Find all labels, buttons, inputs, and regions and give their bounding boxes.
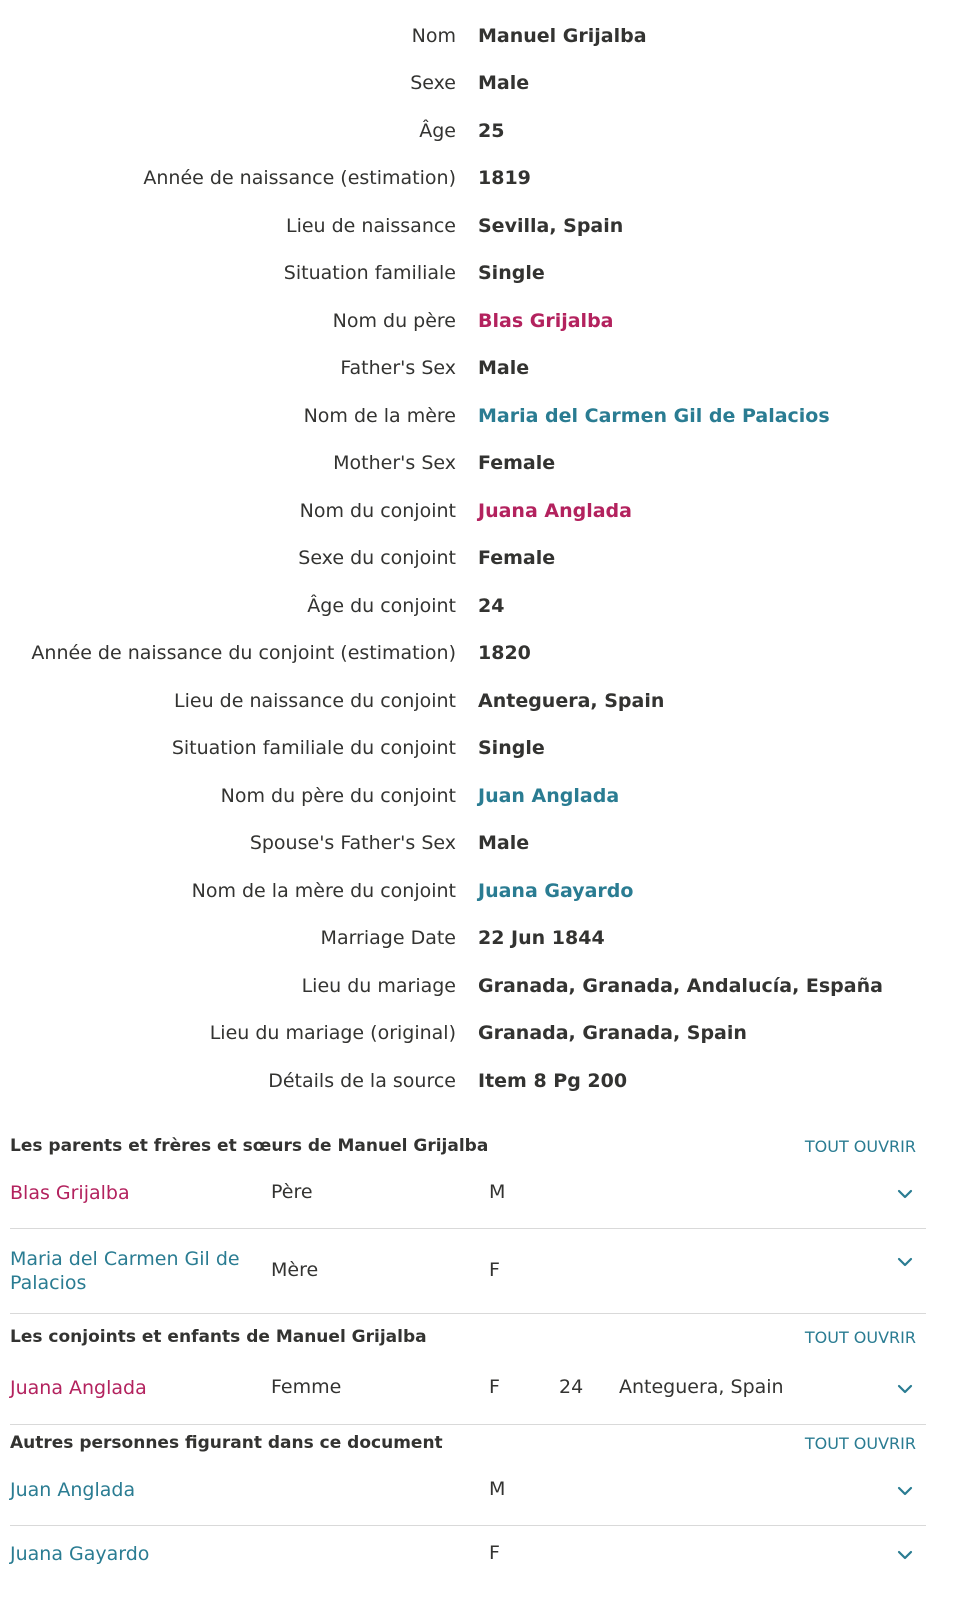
fact-value: Single bbox=[478, 262, 545, 285]
person-list bbox=[10, 1462, 926, 1586]
fact-value: 25 bbox=[478, 119, 505, 142]
person-sex: F bbox=[489, 1376, 500, 1398]
fact-label: Âge du conjoint bbox=[307, 594, 456, 617]
fact-label: Spouse's Father's Sex bbox=[249, 832, 456, 855]
fact-label: Lieu de naissance bbox=[285, 214, 456, 237]
person-sex: M bbox=[489, 1181, 506, 1203]
fact-value-link[interactable]: Blas Grijalba bbox=[478, 309, 614, 332]
fact-value: Anteguera, Spain bbox=[478, 689, 665, 712]
chevron-down-icon[interactable] bbox=[896, 1482, 914, 1500]
section-title: Les parents et frères et sœurs de Manuel Grijalba bbox=[10, 1136, 489, 1156]
fact-label: Father's Sex bbox=[340, 357, 456, 380]
fact-label: Lieu de naissance du conjoint bbox=[174, 689, 456, 712]
open-all-button[interactable]: TOUT OUVRIR bbox=[804, 1136, 916, 1156]
fact-row bbox=[0, 155, 957, 203]
fact-label: Nom bbox=[411, 24, 456, 47]
person-age: 24 bbox=[559, 1376, 584, 1398]
fact-value: Granada, Granada, Spain bbox=[478, 1022, 747, 1045]
fact-row bbox=[0, 297, 957, 345]
chevron-down-icon[interactable] bbox=[896, 1380, 914, 1398]
section-title: Les conjoints et enfants de Manuel Grijalba bbox=[10, 1327, 427, 1347]
fact-value: Sevilla, Spain bbox=[478, 214, 624, 237]
fact-value-link[interactable]: Maria del Carmen Gil de Palacios bbox=[478, 404, 830, 427]
section-title: Autres personnes figurant dans ce document bbox=[10, 1433, 443, 1453]
fact-row bbox=[0, 487, 957, 535]
fact-row bbox=[0, 250, 957, 298]
fact-label: Lieu du mariage bbox=[301, 974, 456, 997]
fact-row bbox=[0, 820, 957, 868]
fact-value: 24 bbox=[478, 594, 505, 617]
fact-label: Situation familiale bbox=[283, 262, 456, 285]
fact-row bbox=[0, 535, 957, 583]
chevron-down-icon[interactable] bbox=[896, 1253, 914, 1271]
fact-row bbox=[0, 12, 957, 60]
open-all-button[interactable]: TOUT OUVRIR bbox=[804, 1327, 916, 1347]
fact-row bbox=[0, 962, 957, 1010]
person-name[interactable]: Juan Anglada bbox=[10, 1479, 136, 1501]
fact-row bbox=[0, 725, 957, 773]
fact-value: Item 8 Pg 200 bbox=[478, 1069, 628, 1092]
fact-label: Nom du conjoint bbox=[299, 499, 456, 522]
person-row[interactable] bbox=[10, 1462, 926, 1526]
person-place: Anteguera, Spain bbox=[619, 1376, 784, 1398]
person-relation: Femme bbox=[271, 1376, 342, 1398]
parents-section bbox=[10, 1127, 926, 1314]
person-row[interactable] bbox=[10, 1165, 926, 1229]
fact-label: Mother's Sex bbox=[333, 452, 456, 475]
fact-row bbox=[0, 202, 957, 250]
fact-label: Lieu du mariage (original) bbox=[209, 1022, 456, 1045]
fact-label: Nom de la mère bbox=[303, 404, 456, 427]
person-sex: F bbox=[489, 1542, 500, 1564]
fact-label: Nom de la mère du conjoint bbox=[191, 879, 456, 902]
person-name[interactable]: Juana Anglada bbox=[10, 1377, 147, 1399]
fact-value: Manuel Grijalba bbox=[478, 24, 647, 47]
person-name[interactable]: Juana Gayardo bbox=[10, 1543, 150, 1565]
open-all-button[interactable]: TOUT OUVRIR bbox=[804, 1433, 916, 1453]
fact-row bbox=[0, 60, 957, 108]
fact-label: Situation familiale du conjoint bbox=[171, 737, 456, 760]
fact-label: Nom du père du conjoint bbox=[220, 784, 456, 807]
fact-row bbox=[0, 772, 957, 820]
fact-label: Sexe bbox=[410, 72, 456, 95]
fact-row bbox=[0, 345, 957, 393]
person-row[interactable] bbox=[10, 1526, 926, 1586]
fact-row bbox=[0, 582, 957, 630]
fact-row bbox=[0, 630, 957, 678]
person-row[interactable] bbox=[10, 1229, 926, 1314]
fact-row bbox=[0, 440, 957, 488]
fact-row bbox=[0, 867, 957, 915]
fact-value: Female bbox=[478, 547, 556, 570]
spouse-section bbox=[10, 1318, 926, 1425]
fact-row bbox=[0, 677, 957, 725]
fact-label: Détails de la source bbox=[268, 1069, 456, 1092]
fact-value: 22 Jun 1844 bbox=[478, 927, 605, 950]
fact-label: Année de naissance du conjoint (estimation) bbox=[31, 642, 456, 665]
fact-value: Male bbox=[478, 72, 530, 95]
chevron-down-icon[interactable] bbox=[896, 1546, 914, 1564]
person-list bbox=[10, 1165, 926, 1314]
section-header bbox=[10, 1318, 926, 1356]
fact-value-link[interactable]: Juan Anglada bbox=[478, 784, 620, 807]
fact-value: Female bbox=[478, 452, 556, 475]
person-relation: Mère bbox=[271, 1259, 319, 1281]
fact-value: Male bbox=[478, 357, 530, 380]
section-header bbox=[10, 1127, 926, 1165]
others-section bbox=[10, 1424, 926, 1586]
fact-row bbox=[0, 1010, 957, 1058]
fact-row bbox=[0, 107, 957, 155]
person-name[interactable]: Maria del Carmen Gil de Palacios bbox=[10, 1248, 240, 1294]
fact-value: Granada, Granada, Andalucía, España bbox=[478, 974, 883, 997]
fact-row bbox=[0, 1057, 957, 1105]
fact-value: Male bbox=[478, 832, 530, 855]
person-relation: Père bbox=[271, 1181, 313, 1203]
section-header bbox=[10, 1424, 926, 1462]
person-name[interactable]: Blas Grijalba bbox=[10, 1182, 130, 1204]
fact-row bbox=[0, 392, 957, 440]
fact-value-link[interactable]: Juana Anglada bbox=[478, 499, 632, 522]
fact-label: Nom du père bbox=[332, 309, 456, 332]
fact-label: Âge bbox=[419, 119, 456, 142]
person-sex: F bbox=[489, 1259, 500, 1281]
fact-row bbox=[0, 915, 957, 963]
person-list bbox=[10, 1356, 926, 1425]
person-sex: M bbox=[489, 1478, 506, 1500]
fact-value: 1820 bbox=[478, 642, 531, 665]
fact-value: Single bbox=[478, 737, 545, 760]
chevron-down-icon[interactable] bbox=[896, 1185, 914, 1203]
person-row[interactable] bbox=[10, 1356, 926, 1425]
fact-label: Année de naissance (estimation) bbox=[143, 167, 456, 190]
fact-value-link[interactable]: Juana Gayardo bbox=[478, 879, 634, 902]
record-facts bbox=[0, 12, 957, 1105]
fact-label: Sexe du conjoint bbox=[298, 547, 456, 570]
fact-value: 1819 bbox=[478, 167, 531, 190]
fact-label: Marriage Date bbox=[320, 927, 456, 950]
